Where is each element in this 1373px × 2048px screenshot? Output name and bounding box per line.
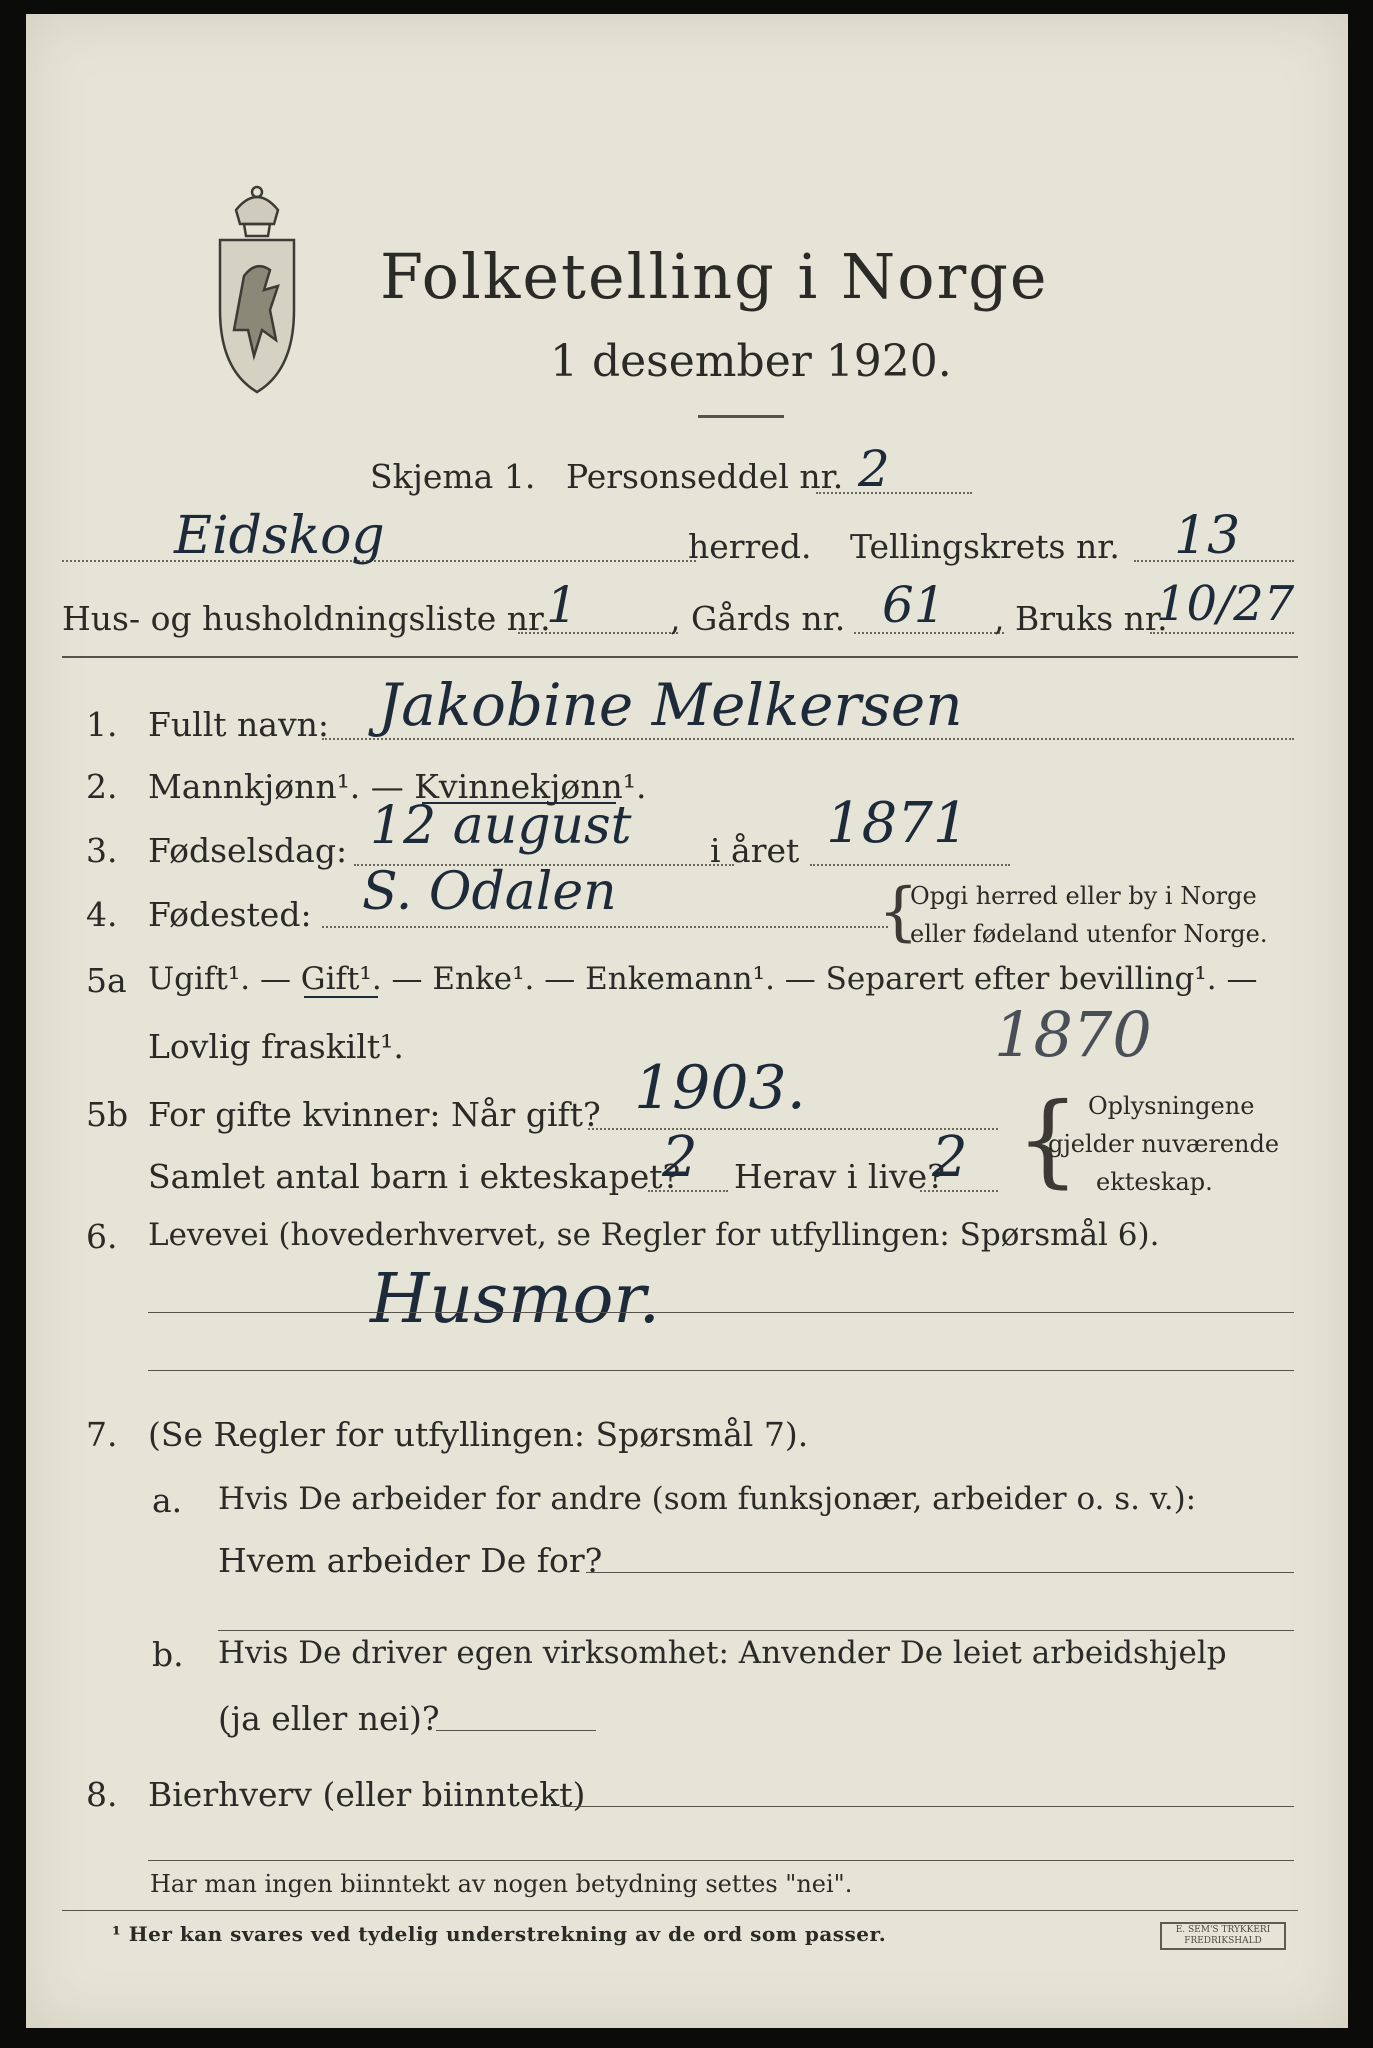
bruks-label: , Bruks nr. xyxy=(994,599,1168,638)
q5b-line-1: For gifte kvinner: Når gift? xyxy=(148,1095,601,1134)
q7b-line-2: (ja eller nei)? xyxy=(218,1699,440,1738)
q5b-brace: { xyxy=(1016,1081,1080,1198)
side-income-line-2[interactable] xyxy=(148,1860,1294,1861)
gards-value[interactable]: 61 xyxy=(882,576,946,634)
q3-year-line xyxy=(810,864,1010,866)
birthplace-value[interactable]: S. Odalen xyxy=(362,862,617,922)
tellingskrets-label: Tellingskrets nr. xyxy=(850,527,1120,566)
q5b-number: 5b xyxy=(86,1095,129,1134)
q5b-note-2: gjelder nuværende xyxy=(1048,1130,1280,1158)
husliste-line xyxy=(518,632,678,634)
bruks-value[interactable]: 10/27 xyxy=(1156,576,1295,632)
margin-note-year: 1870 xyxy=(994,998,1152,1071)
q5b-note-1: Oplysningene xyxy=(1088,1092,1255,1120)
q6-line-1 xyxy=(148,1312,1294,1313)
hired-help-line[interactable] xyxy=(436,1730,596,1731)
personseddel-value[interactable]: 2 xyxy=(858,440,890,498)
q3-number: 3. xyxy=(86,831,118,870)
q7b-letter: b. xyxy=(152,1635,184,1674)
q5b-note-3: ekteskap. xyxy=(1096,1168,1213,1196)
gards-label: , Gårds nr. xyxy=(670,599,846,638)
children-value[interactable]: 2 xyxy=(662,1125,698,1190)
birthday-value[interactable]: 12 august xyxy=(370,796,632,856)
printer-stamp-line-1: E. SEM'S TRYKKERI xyxy=(1175,1925,1271,1935)
occupation-value[interactable]: Husmor. xyxy=(370,1260,661,1339)
q4-note-1: Opgi herred eller by i Norge xyxy=(910,882,1257,910)
q4-brace: { xyxy=(878,875,919,949)
q4-number: 4. xyxy=(86,895,118,934)
marital-status-options: Ugift¹. — Gift¹. — Enke¹. — Enkemann¹. — Separert efter bevilling¹. — xyxy=(148,961,1258,997)
herred-label: herred. xyxy=(688,527,812,566)
q8-label: Bierhverv (eller biinntekt) xyxy=(148,1775,586,1814)
footer-divider xyxy=(62,1910,1298,1911)
q2-number: 2. xyxy=(86,767,118,806)
birth-year-value[interactable]: 1871 xyxy=(826,791,969,856)
employer-line-2[interactable] xyxy=(218,1630,1294,1631)
full-name-value[interactable]: Jakobine Melkersen xyxy=(378,671,963,739)
printer-stamp-line-2: FREDRIKSHALD xyxy=(1184,1936,1262,1946)
q1-number: 1. xyxy=(86,705,118,744)
bruks-line xyxy=(1150,632,1294,634)
census-form-sheet xyxy=(26,14,1348,2028)
husliste-label: Hus- og husholdningsliste nr. xyxy=(62,599,551,638)
q4-line xyxy=(322,926,888,928)
q6-line-2 xyxy=(148,1370,1294,1371)
schema-label: Skjema 1. xyxy=(370,457,536,496)
q6-number: 6. xyxy=(86,1217,118,1256)
q1-label: Fullt navn: xyxy=(148,705,329,744)
footnote: ¹ Her kan svares ved tydelig understrekning av de ord som passer. xyxy=(112,1922,887,1946)
gender-options: Mannkjønn¹. — Kvinnekjønn¹. xyxy=(148,767,647,806)
q7a-line-2: Hvem arbeider De for? xyxy=(218,1541,603,1580)
q4-label: Fødested: xyxy=(148,895,312,934)
coat-of-arms-icon xyxy=(214,180,300,396)
q7a-letter: a. xyxy=(152,1481,183,1520)
married-year-value[interactable]: 1903. xyxy=(634,1053,806,1123)
q7-number: 7. xyxy=(86,1415,118,1454)
side-income-line[interactable] xyxy=(560,1806,1294,1807)
q3-aaret-label: i året xyxy=(710,831,800,870)
children-line xyxy=(648,1190,728,1192)
q8-number: 8. xyxy=(86,1775,118,1814)
alive-label: Herav i live? xyxy=(734,1157,945,1196)
q6-label: Levevei (hovederhvervet, se Regler for utfyllingen: Spørsmål 6). xyxy=(148,1217,1160,1253)
alive-value[interactable]: 2 xyxy=(932,1125,968,1190)
side-income-note: Har man ingen biinntekt av nogen betydning settes "nei". xyxy=(150,1870,853,1898)
printer-stamp xyxy=(1160,1922,1286,1950)
personseddel-line xyxy=(816,492,972,494)
title-divider xyxy=(698,415,784,418)
q4-note-2: eller fødeland utenfor Norge. xyxy=(910,920,1268,948)
tellingskrets-value[interactable]: 13 xyxy=(1174,506,1241,566)
q7a-line-1: Hvis De arbeider for andre (som funksjonær, arbeider o. s. v.): xyxy=(218,1481,1197,1517)
q7b-line-1: Hvis De driver egen virksomhet: Anvender De leiet arbeidshjelp xyxy=(218,1635,1227,1671)
form-title: Folketelling i Norge xyxy=(380,240,1049,313)
q5b-line-2: Samlet antal barn i ekteskapet? xyxy=(148,1157,681,1196)
q5a-number: 5a xyxy=(86,961,127,1000)
personseddel-label: Personseddel nr. xyxy=(566,457,844,496)
q3-label: Fødselsdag: xyxy=(148,831,348,870)
herred-value[interactable]: Eidskog xyxy=(174,506,385,566)
header-divider xyxy=(62,656,1298,658)
marital-status-underline xyxy=(304,996,378,998)
form-date: 1 desember 1920. xyxy=(550,336,952,387)
alive-line xyxy=(920,1190,998,1192)
husliste-value[interactable]: 1 xyxy=(546,576,578,634)
q7-label: (Se Regler for utfyllingen: Spørsmål 7). xyxy=(148,1415,809,1454)
marital-status-options-2: Lovlig fraskilt¹. xyxy=(148,1027,404,1066)
employer-line[interactable] xyxy=(586,1572,1294,1573)
